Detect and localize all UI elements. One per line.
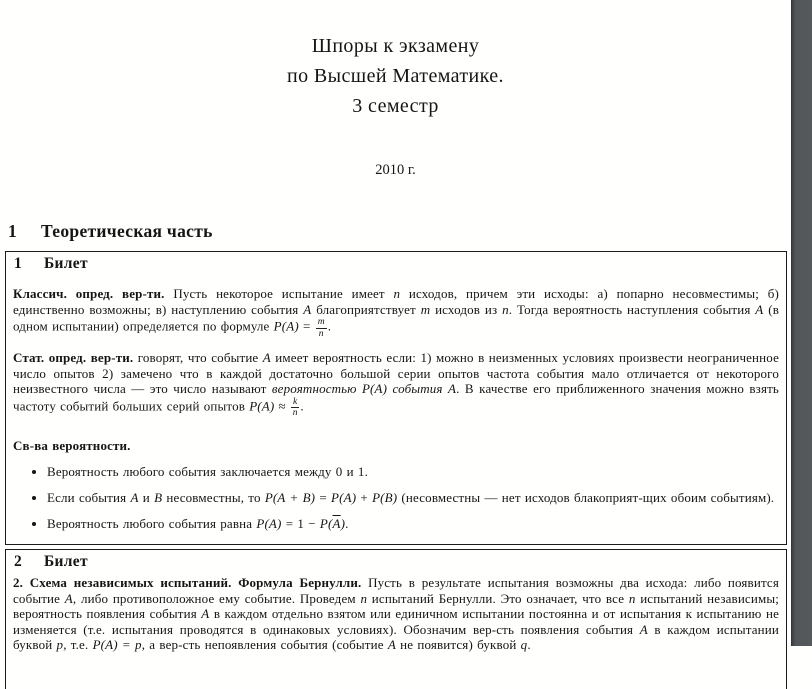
paragraph-properties-heading: Св-ва вероятности. — [13, 437, 131, 453]
paragraph-classic-definition: Классич. опред. вер-ти. Пусть некоторое испытание имеет n исходов, причем эти исходы: а) попарно несовместимы; б) единственно возможны; в) наступлению события A благоприятствует m исходов из n. Тогда вероятность наступления события A (в одном испытании) определяется по формуле P(A) = $\frac{m}{n}$ . — [13, 286, 779, 339]
probability-properties-list — [13, 464, 779, 531]
paragraph-statistical-definition: Стат. опред. вер-ти. говорят, что событие A имеет вероятность если: 1) можно в неизменных условиях произвести неограниченное число опытов 2) замечено что в каждой достаточно большой серии опытов частота события мало отличается от некоторого неизвестного числа — это число называют вероятностью P(A) события A. В качестве его приближенного значения можно взять частоту событий больших серий опытов P(A) ≈ $\frac{k}{n}$ . — [13, 350, 779, 419]
ticket-1-title: Билет — [44, 255, 88, 272]
section-heading — [8, 221, 213, 242]
ticket-1-number: 1 — [14, 255, 23, 272]
viewer-background — [791, 0, 812, 646]
ticket-box-2 — [5, 549, 787, 689]
ticket-1-heading — [14, 255, 778, 273]
title-line-1: Шпоры к экзамену — [311, 35, 480, 57]
ticket-box-1 — [5, 251, 787, 545]
document-date: 2010 г. — [375, 162, 416, 178]
section-number: 1 — [8, 221, 18, 241]
ticket-2-title: Билет — [44, 553, 88, 570]
ticket-2-number: 2 — [14, 553, 23, 570]
list-item: • Вероятность любого события равна $P(A) = 1 - P(\overline{A})$. — [47, 516, 779, 532]
title-line-2: по Высшей Математике. — [287, 65, 504, 87]
list-item: • Вероятность любого события заключается между 0 и 1. — [47, 464, 779, 480]
title-line-3: 3 семестр — [352, 95, 439, 117]
section-title: Теоретическая часть — [41, 221, 213, 241]
ticket-2-heading — [14, 553, 778, 571]
document-title — [0, 31, 791, 121]
list-item: • Если события A и B несовместны, то P(A + B) = P(A) + P(B) (несовместны — нет исходов блакоприят-щих обоим событиям). — [47, 490, 779, 506]
paragraph-bernoulli-scheme: 2. Схема независимых испытаний. Формула Бернулли. Пусть в результате испытания возможны два исхода: либо появится событие A, либо противоположное ему событие. Проведем n испытаний Бернулли. Это означает, что все n испытаний независимы; вероятность появления события A в каждом отдельно взятом или единичном испытании постоянна и от испытания к испытанию не изменяется (т.е. испытания проводятся в одинаковых условиях). Обозначим вер-сть появления события A в каждом испытании буквой p, т.е. P(A) = p, а вер-сть непоявления события (событие A не появится) буквой q. — [13, 575, 779, 653]
